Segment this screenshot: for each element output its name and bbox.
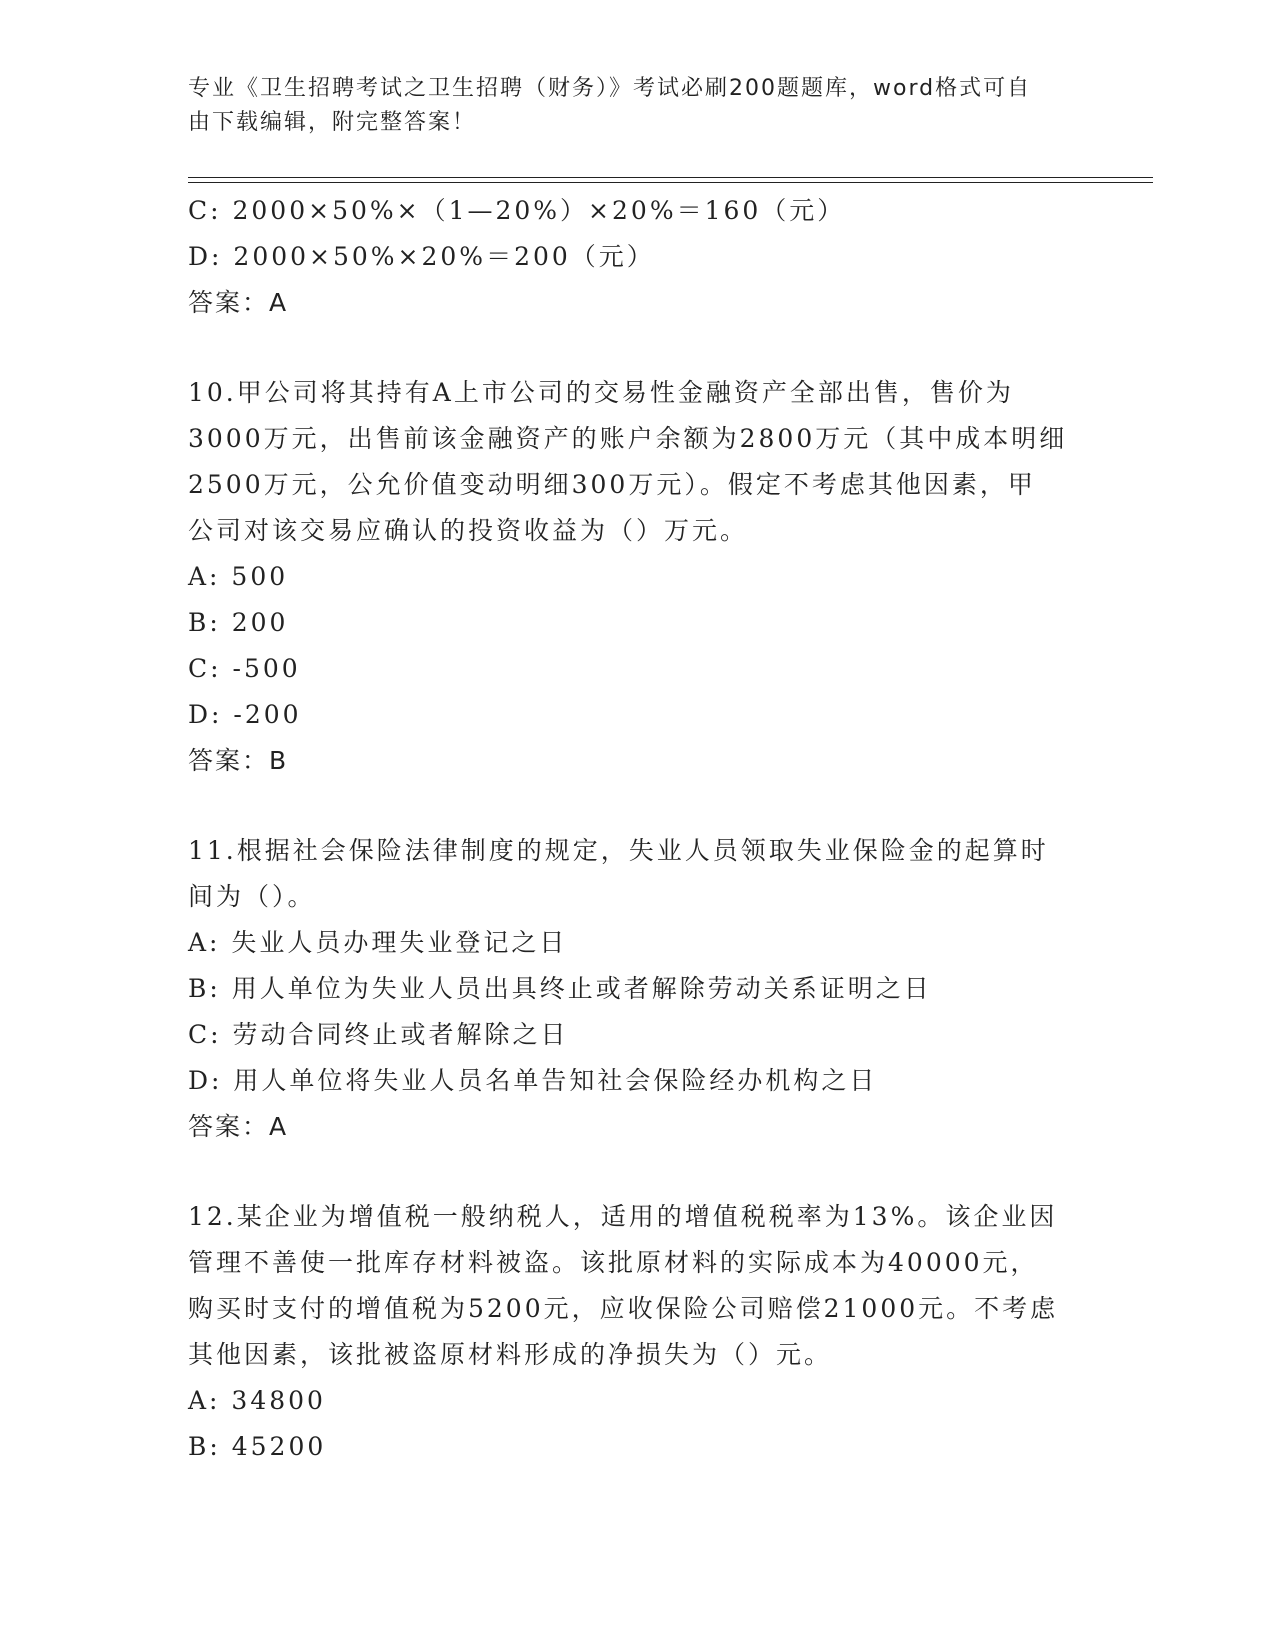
option-d: D: 2000×50%×20%＝200（元） [188,242,655,271]
option-c: C: 劳动合同终止或者解除之日 [188,1020,569,1049]
option-a: A: 500 [188,562,289,591]
question-11 [188,828,1088,1150]
option-c: C: -500 [188,654,301,683]
question-9-tail [188,188,1088,326]
option-a: A: 34800 [188,1386,326,1415]
answer-line: 答案：A [188,1112,289,1141]
question-content [188,188,1088,1470]
question-12 [188,1194,1088,1470]
option-d: D: -200 [188,700,302,729]
question-stem-line: 3000万元，出售前该金融资产的账户余额为2800万元（其中成本明细 [188,424,1068,453]
header-title-line-2: 由下载编辑，附完整答案！ [188,110,477,135]
spacer [188,326,1088,370]
header-title-line-1: 专业《卫生招聘考试之卫生招聘（财务）》考试必刷200题题库，word格式可自 [188,76,1032,101]
answer-line: 答案：A [188,288,289,317]
option-a: A: 失业人员办理失业登记之日 [188,928,568,957]
header-divider-top [188,177,1153,178]
question-10 [188,370,1088,784]
question-stem-line: 其他因素，该批被盗原材料形成的净损失为（）元。 [188,1340,833,1369]
header-divider-bottom [188,182,1153,183]
question-stem-line: 管理不善使一批库存材料被盗。该批原材料的实际成本为40000元， [188,1248,1039,1277]
option-b: B: 用人单位为失业人员出具终止或者解除劳动关系证明之日 [188,974,932,1003]
answer-line: 答案：B [188,746,289,775]
question-stem-line: 间为（）。 [188,882,316,911]
spacer [188,1150,1088,1194]
spacer [188,784,1088,828]
question-stem-line: 2500万元，公允价值变动明细300万元）。假定不考虑其他因素，甲 [188,470,1036,499]
option-b: B: 200 [188,608,289,637]
document-header [188,72,1068,140]
question-stem-line: 10.甲公司将其持有A上市公司的交易性金融资产全部出售，售价为 [188,378,1014,407]
option-d: D: 用人单位将失业人员名单告知社会保险经办机构之日 [188,1066,878,1095]
question-stem-line: 11.根据社会保险法律制度的规定，失业人员领取失业保险金的起算时 [188,836,1049,865]
option-c: C: 2000×50%×（1—20%）×20%＝160（元） [188,196,846,225]
question-stem-line: 公司对该交易应确认的投资收益为（）万元。 [188,516,749,545]
question-stem-line: 购买时支付的增值税为5200元，应收保险公司赔偿21000元。不考虑 [188,1294,1059,1323]
question-stem-line: 12.某企业为增值税一般纳税人，适用的增值税税率为13%。该企业因 [188,1202,1058,1231]
option-b: B: 45200 [188,1432,327,1461]
